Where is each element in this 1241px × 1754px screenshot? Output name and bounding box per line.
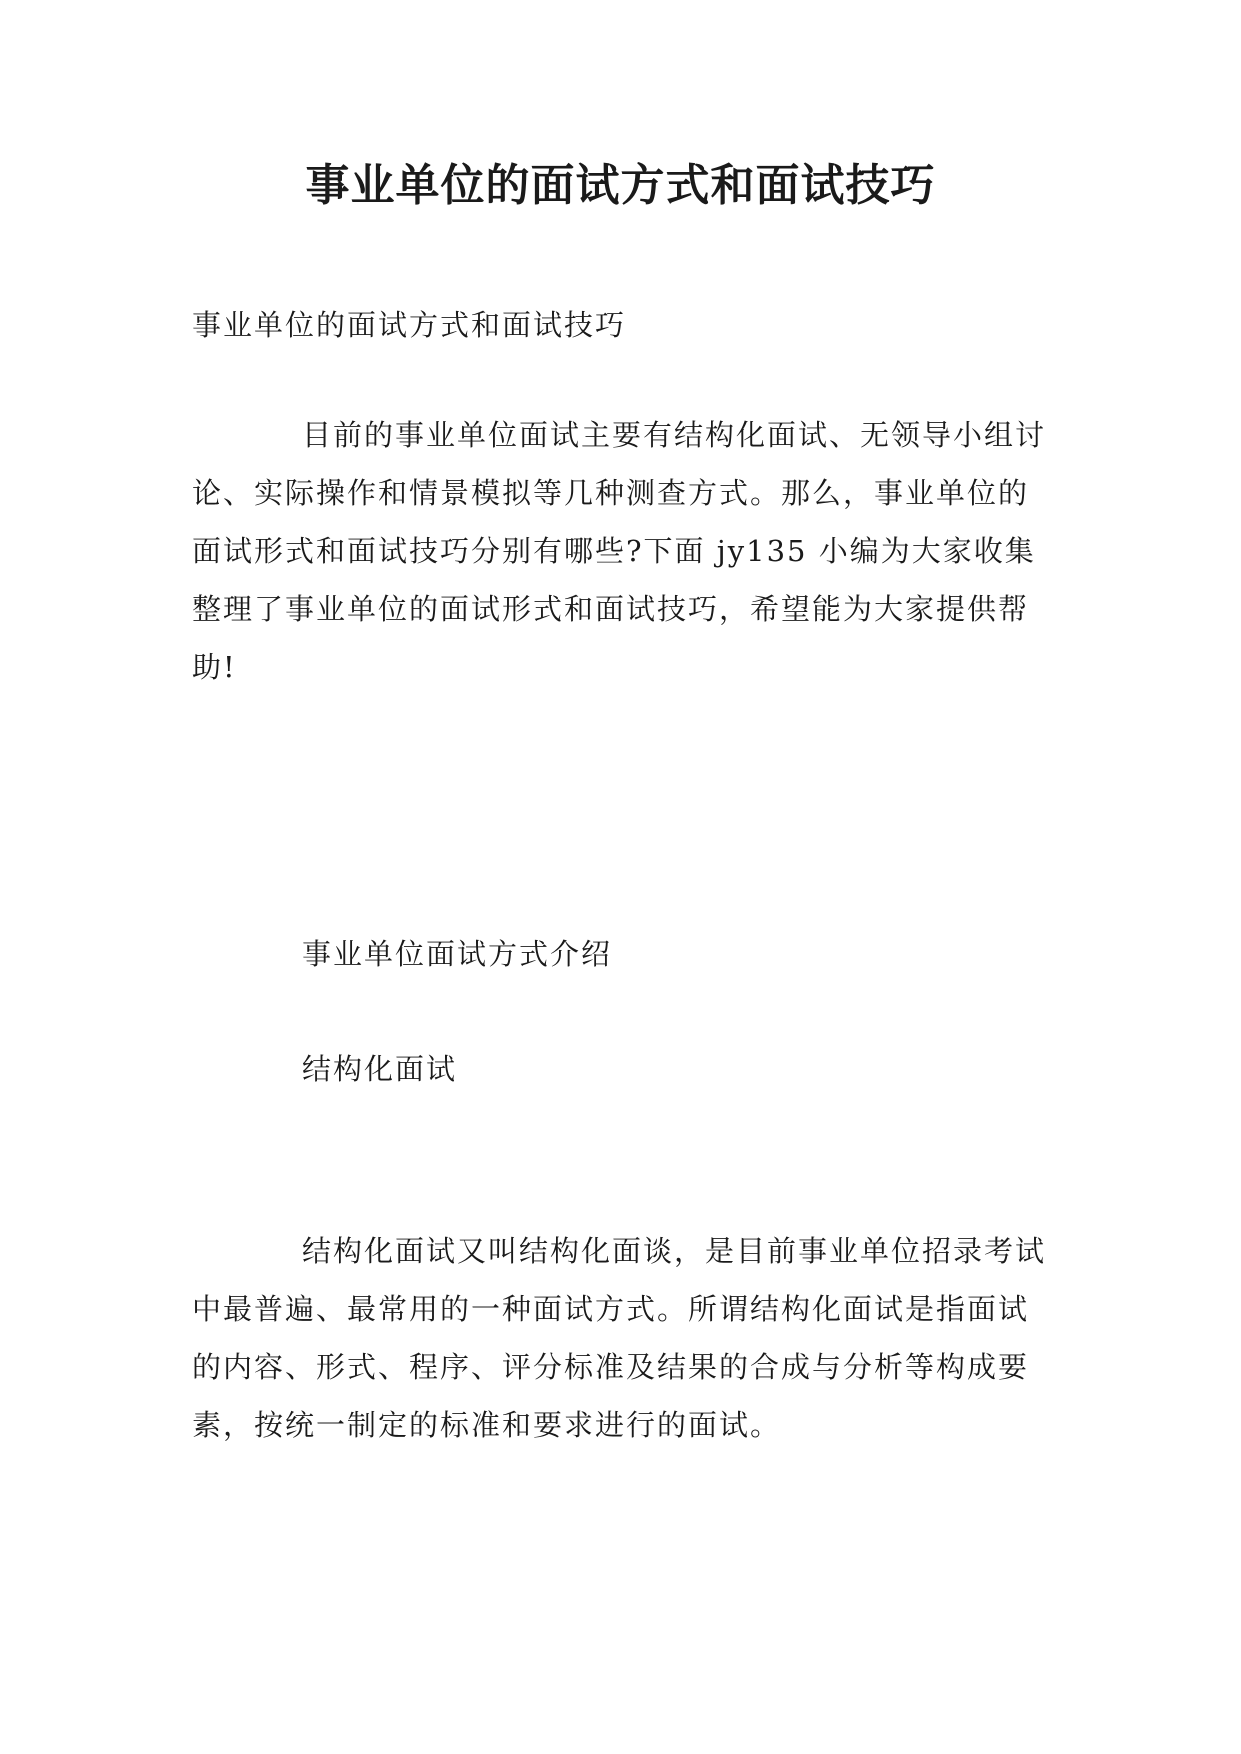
intro-paragraph: 目前的事业单位面试主要有结构化面试、无领导小组讨论、实际操作和情景模拟等几种测查方式。那么，事业单位的面试形式和面试技巧分别有哪些?下面 jy135 小编为大家收集整理了事业单位的面试形式和面试技巧，希望能为大家提供帮助!: [192, 418, 1047, 684]
section-heading: 事业单位面试方式介绍: [302, 937, 613, 971]
document-title: 事业单位的面试方式和面试技巧: [305, 160, 936, 211]
subsection-heading: 结构化面试: [302, 1052, 458, 1086]
structured-interview-paragraph: 结构化面试又叫结构化面谈，是目前事业单位招录考试中最普遍、最常用的一种面试方式。所谓结构化面试是指面试的内容、形式、程序、评分标准及结果的合成与分析等构成要素，按统一制定的标准和要求进行的面试。: [192, 1234, 1047, 1442]
document-subtitle: 事业单位的面试方式和面试技巧: [192, 308, 627, 342]
